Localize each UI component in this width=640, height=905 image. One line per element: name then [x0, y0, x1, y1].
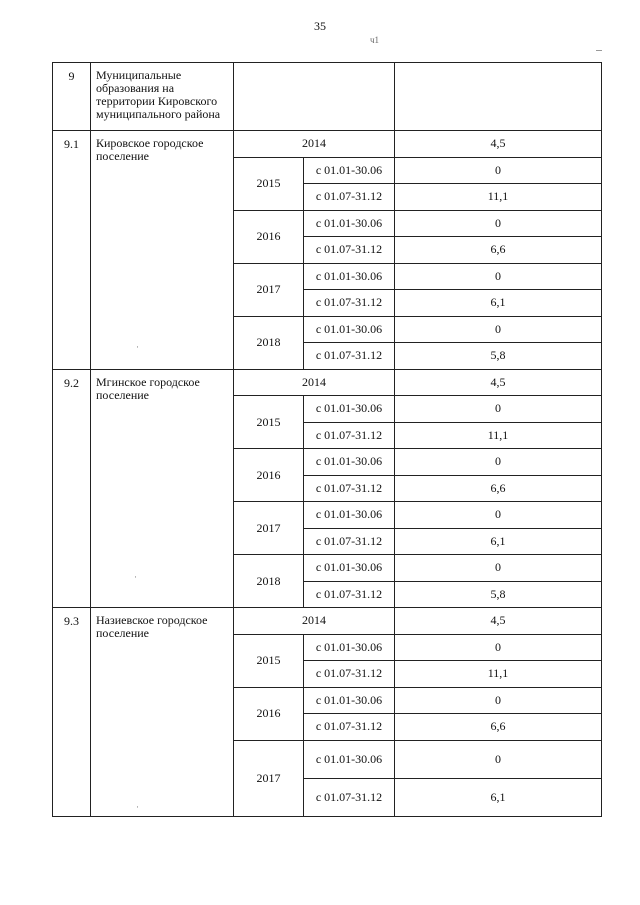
value-cell: 6,6: [395, 475, 602, 502]
year-cell: 2015: [234, 157, 304, 210]
scan-speck: ·: [136, 802, 139, 812]
value-cell: 11,1: [395, 661, 602, 688]
year-cell: 2018: [234, 555, 304, 608]
header-row-period-cell: [234, 63, 395, 131]
value-cell: 0: [395, 263, 602, 290]
value-cell: 0: [395, 740, 602, 778]
value-cell: 0: [395, 555, 602, 582]
value-cell: 6,6: [395, 714, 602, 741]
section-base-row: [53, 608, 602, 635]
period-cell: с 01.01-30.06: [304, 687, 395, 714]
section-name: Мгинское городское поселение: [91, 369, 234, 608]
value-cell: 0: [395, 449, 602, 476]
header-row-name: Муниципальные образования на территории Кировского муниципального района: [91, 63, 234, 131]
value-cell: 6,1: [395, 528, 602, 555]
year-cell: 2018: [234, 316, 304, 369]
year-cell: 2017: [234, 502, 304, 555]
base-value: 4,5: [395, 369, 602, 396]
value-cell: 6,1: [395, 778, 602, 816]
page-mark: ч1: [370, 35, 380, 45]
period-cell: с 01.07-31.12: [304, 778, 395, 816]
year-cell: 2015: [234, 634, 304, 687]
section-name: Кировское городское поселение: [91, 131, 234, 370]
value-cell: 0: [395, 502, 602, 529]
period-cell: с 01.07-31.12: [304, 528, 395, 555]
period-cell: с 01.07-31.12: [304, 714, 395, 741]
year-cell: 2015: [234, 396, 304, 449]
section-number: 9.3: [53, 608, 91, 817]
section-base-row: [53, 369, 602, 396]
section-number: 9.1: [53, 131, 91, 370]
value-cell: 5,8: [395, 343, 602, 370]
period-cell: с 01.07-31.12: [304, 290, 395, 317]
period-cell: с 01.01-30.06: [304, 555, 395, 582]
tariff-table: [52, 62, 602, 817]
base-year: 2014: [234, 369, 395, 396]
value-cell: 0: [395, 396, 602, 423]
table-body: [53, 63, 602, 817]
period-cell: с 01.01-30.06: [304, 210, 395, 237]
year-cell: 2017: [234, 740, 304, 816]
header-row-value-cell: [395, 63, 602, 131]
section-base-row: [53, 131, 602, 158]
period-cell: с 01.01-30.06: [304, 263, 395, 290]
period-cell: с 01.01-30.06: [304, 396, 395, 423]
base-value: 4,5: [395, 131, 602, 158]
period-cell: с 01.01-30.06: [304, 449, 395, 476]
section-name: Назиевское городское поселение: [91, 608, 234, 817]
period-cell: с 01.01-30.06: [304, 740, 395, 778]
margin-dash: [596, 50, 602, 51]
period-cell: с 01.07-31.12: [304, 581, 395, 608]
base-year: 2014: [234, 131, 395, 158]
page-number: 35: [314, 19, 326, 33]
value-cell: 0: [395, 316, 602, 343]
period-cell: с 01.07-31.12: [304, 237, 395, 264]
value-cell: 0: [395, 210, 602, 237]
scan-speck: ·: [134, 572, 137, 582]
value-cell: 11,1: [395, 184, 602, 211]
value-cell: 0: [395, 157, 602, 184]
header-row: [53, 63, 602, 131]
year-cell: 2016: [234, 687, 304, 740]
value-cell: 11,1: [395, 422, 602, 449]
value-cell: 0: [395, 634, 602, 661]
scan-speck: ·: [136, 342, 139, 352]
year-cell: 2016: [234, 449, 304, 502]
base-value: 4,5: [395, 608, 602, 635]
value-cell: 0: [395, 687, 602, 714]
period-cell: с 01.01-30.06: [304, 502, 395, 529]
period-cell: с 01.01-30.06: [304, 316, 395, 343]
period-cell: с 01.07-31.12: [304, 343, 395, 370]
section-number: 9.2: [53, 369, 91, 608]
value-cell: 5,8: [395, 581, 602, 608]
period-cell: с 01.01-30.06: [304, 157, 395, 184]
year-cell: 2016: [234, 210, 304, 263]
period-cell: с 01.07-31.12: [304, 661, 395, 688]
header-row-number: 9: [53, 63, 91, 131]
period-cell: с 01.07-31.12: [304, 184, 395, 211]
period-cell: с 01.07-31.12: [304, 422, 395, 449]
base-year: 2014: [234, 608, 395, 635]
period-cell: с 01.01-30.06: [304, 634, 395, 661]
year-cell: 2017: [234, 263, 304, 316]
value-cell: 6,1: [395, 290, 602, 317]
period-cell: с 01.07-31.12: [304, 475, 395, 502]
value-cell: 6,6: [395, 237, 602, 264]
